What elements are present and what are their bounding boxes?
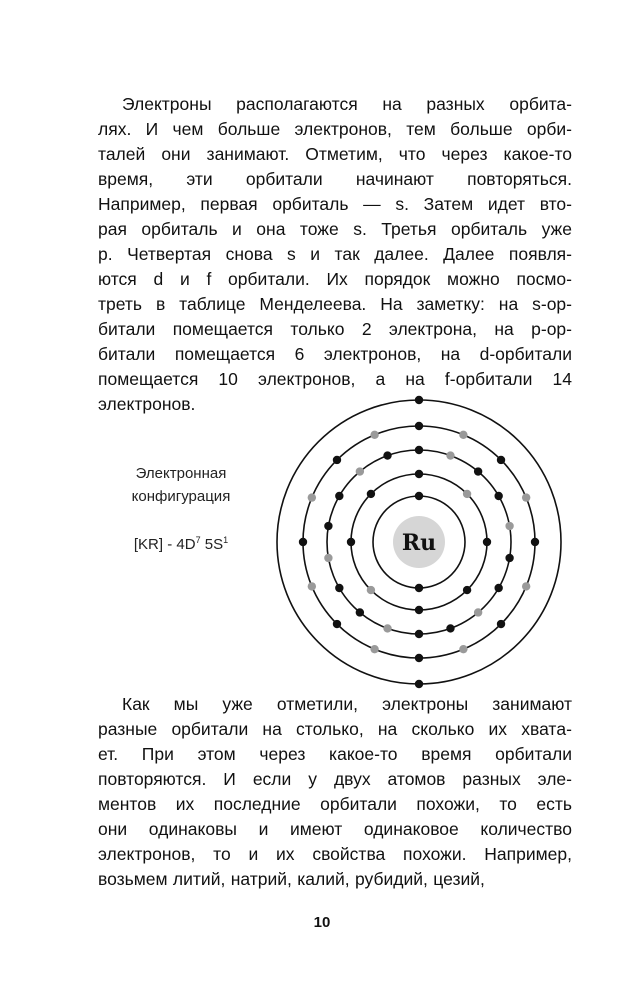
text-line: рая орбиталь и она тоже s. Третья орбиталь уже — [98, 219, 572, 239]
text-line: возьмем литий, натрий, калий, рубидий, цезий, — [98, 869, 485, 889]
text-line: Электроны располагаются на разных орбита- — [122, 94, 572, 114]
electron-dot — [383, 624, 391, 632]
electron-dot — [333, 456, 341, 464]
text-line: Как мы уже отметили, электроны занимают — [122, 694, 572, 714]
figure-caption-line1: Электронная — [135, 465, 227, 482]
config-mid: 5S — [200, 536, 224, 553]
electron-dot — [463, 490, 471, 498]
electron-dot — [522, 582, 530, 590]
electron-dot — [415, 654, 423, 662]
electron-dot — [335, 584, 343, 592]
text-line: битали помещается 6 электронов, на d-орбитали — [98, 344, 572, 364]
config-base: [KR] - 4D — [133, 536, 196, 553]
electron-dot — [494, 584, 502, 592]
electron-dot — [324, 554, 332, 562]
text-line: треть в таблице Менделеева. На заметку: на s-ор- — [98, 294, 572, 314]
atom-diagram — [269, 392, 569, 692]
electron-dot — [463, 586, 471, 594]
electron-dot — [415, 470, 423, 478]
text-line: электронов. — [98, 394, 196, 414]
paragraph-2 — [98, 692, 572, 892]
text-line: разные орбитали на столько, на сколько их хватa- — [98, 719, 572, 739]
electron-dot — [483, 538, 491, 546]
electron-dot — [474, 608, 482, 616]
electron-dot — [459, 431, 467, 439]
electron-dot — [446, 624, 454, 632]
electron-dot — [324, 522, 332, 530]
figure-caption-line2: конфигурация — [131, 488, 231, 505]
electron-dot — [415, 680, 423, 688]
electron-dot — [505, 522, 513, 530]
electron-dot — [459, 645, 467, 653]
electron-dot — [370, 645, 378, 653]
text-line: Например, первая орбиталь — s. Затем идет вто- — [98, 194, 572, 214]
electron-dot — [308, 582, 316, 590]
electron-dot — [415, 446, 423, 454]
text-line: время, эти орбитали начинают повторяться. — [98, 169, 572, 189]
paragraph-1 — [98, 92, 572, 417]
electron-dot — [474, 467, 482, 475]
electron-dot — [494, 492, 502, 500]
text-line: повторяются. И если у двух атомов разных эле- — [98, 769, 572, 789]
electron-dot — [367, 586, 375, 594]
electron-dot — [370, 431, 378, 439]
text-line: ются d и f орбитали. Их порядок можно посмо- — [98, 269, 572, 289]
electron-dot — [415, 606, 423, 614]
electron-dot — [356, 608, 364, 616]
electron-dot — [415, 396, 423, 404]
text-line: помещается 10 электронов, а на f-орбитали 14 — [98, 369, 572, 389]
electron-configuration — [106, 530, 256, 555]
electron-dot — [415, 630, 423, 638]
electron-dot — [308, 493, 316, 501]
electron-dot — [505, 554, 513, 562]
electron-dot — [497, 456, 505, 464]
electron-dot — [531, 538, 539, 546]
electron-dot — [356, 467, 364, 475]
text-line: талей они занимают. Отметим, что через какое-то — [98, 144, 572, 164]
electron-dot — [497, 620, 505, 628]
text-line: p. Четвертая снова s и так далее. Далее появля- — [98, 244, 572, 264]
text-line: они одинаковы и имеют одинаковое количество — [98, 819, 572, 839]
text-line: электронов, то и их свойства похожи. Например, — [98, 844, 572, 864]
text-line: битали помещается только 2 электрона, на р-ор- — [98, 319, 572, 339]
electron-dot — [415, 584, 423, 592]
text-line: ет. При этом через какое-то время орбитали — [98, 744, 572, 764]
text-line: лях. И чем больше электронов, тем больше орби- — [98, 119, 572, 139]
electron-dot — [415, 422, 423, 430]
text-line: ментов их последние орбитали похожи, то есть — [98, 794, 572, 814]
electron-dot — [522, 493, 530, 501]
config-sup-d: 7 — [195, 535, 201, 545]
page-number: 10 — [313, 914, 331, 931]
electron-dot — [383, 451, 391, 459]
electron-dot — [415, 492, 423, 500]
electron-dot — [299, 538, 307, 546]
config-sup-s: 1 — [223, 535, 229, 545]
electron-dot — [333, 620, 341, 628]
electron-dot — [335, 492, 343, 500]
electron-dot — [446, 451, 454, 459]
electron-dot — [347, 538, 355, 546]
element-symbol: Ru — [401, 530, 437, 556]
electron-dot — [367, 490, 375, 498]
